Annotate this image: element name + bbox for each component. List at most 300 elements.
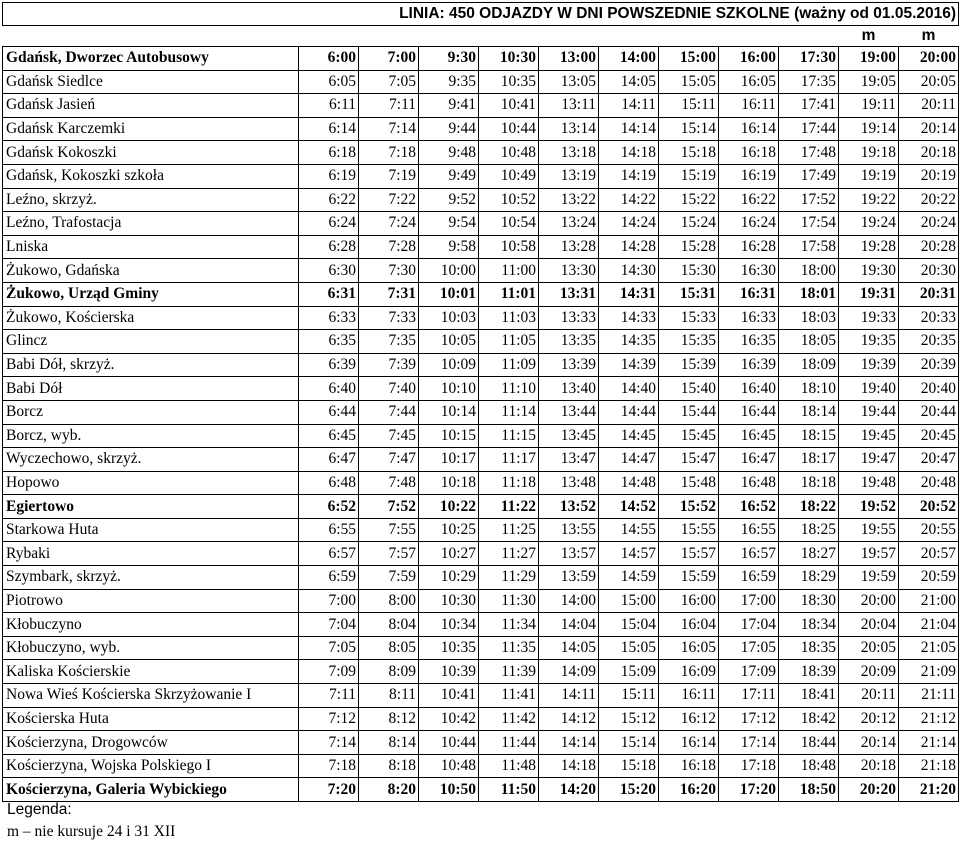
stop-name: Wyczechowo, skrzyż.	[3, 448, 299, 472]
stop-name: Borcz	[3, 400, 299, 424]
departure-time: 15:04	[599, 613, 659, 637]
departure-time: 8:00	[359, 589, 419, 613]
departure-time: 19:28	[839, 235, 899, 259]
departure-time: 14:19	[599, 164, 659, 188]
departure-time: 6:24	[299, 212, 359, 236]
departure-time: 16:48	[719, 471, 779, 495]
table-row	[3, 117, 959, 141]
departure-time: 17:00	[719, 589, 779, 613]
departure-time: 6:59	[299, 566, 359, 590]
departure-time: 13:24	[539, 212, 599, 236]
departure-time: 18:01	[779, 282, 839, 306]
departure-time: 13:28	[539, 235, 599, 259]
departure-time: 15:52	[659, 495, 719, 519]
departure-time: 15:30	[659, 259, 719, 283]
departure-time: 20:00	[839, 589, 899, 613]
departure-time: 16:44	[719, 400, 779, 424]
departure-time: 7:55	[359, 518, 419, 542]
departure-time: 10:30	[479, 47, 539, 71]
departure-time: 11:41	[479, 684, 539, 708]
departure-time: 20:05	[899, 70, 959, 94]
departure-time: 6:57	[299, 542, 359, 566]
departure-time: 15:35	[659, 330, 719, 354]
departure-time: 14:11	[599, 94, 659, 118]
stop-name: Szymbark, skrzyż.	[3, 566, 299, 590]
departure-time: 6:05	[299, 70, 359, 94]
departure-time: 6:22	[299, 188, 359, 212]
departure-time: 15:11	[599, 684, 659, 708]
departure-time: 19:59	[839, 566, 899, 590]
departure-time: 7:19	[359, 164, 419, 188]
departure-time: 16:31	[719, 282, 779, 306]
departure-time: 9:30	[419, 47, 479, 71]
departure-time: 20:14	[839, 731, 899, 755]
stop-name: Gdańsk Kokoszki	[3, 141, 299, 165]
stop-name: Piotrowo	[3, 589, 299, 613]
departure-time: 20:18	[839, 754, 899, 778]
departure-time: 10:48	[479, 141, 539, 165]
departure-time: 16:22	[719, 188, 779, 212]
departure-time: 7:05	[359, 70, 419, 94]
departure-time: 16:04	[659, 613, 719, 637]
departure-time: 8:20	[359, 778, 419, 802]
departure-time: 17:12	[719, 707, 779, 731]
table-row	[3, 636, 959, 660]
departure-time: 18:44	[779, 731, 839, 755]
departure-time: 18:05	[779, 330, 839, 354]
departure-time: 16:11	[659, 684, 719, 708]
departure-time: 6:30	[299, 259, 359, 283]
departure-time: 21:12	[899, 707, 959, 731]
column-mark	[719, 26, 779, 47]
departure-time: 18:15	[779, 424, 839, 448]
table-row	[3, 566, 959, 590]
departure-time: 13:40	[539, 377, 599, 401]
column-mark	[779, 26, 839, 47]
departure-time: 16:52	[719, 495, 779, 519]
stop-name: Gdańsk Jasień	[3, 94, 299, 118]
departure-time: 10:00	[419, 259, 479, 283]
departure-time: 15:44	[659, 400, 719, 424]
departure-time: 8:04	[359, 613, 419, 637]
departure-time: 18:42	[779, 707, 839, 731]
departure-time: 20:18	[899, 141, 959, 165]
departure-time: 17:05	[719, 636, 779, 660]
departure-time: 9:58	[419, 235, 479, 259]
stop-name: Gdańsk, Kokoszki szkoła	[3, 164, 299, 188]
departure-time: 14:22	[599, 188, 659, 212]
departure-time: 14:57	[599, 542, 659, 566]
departure-time: 16:45	[719, 424, 779, 448]
departure-time: 21:18	[899, 754, 959, 778]
departure-time: 21:20	[899, 778, 959, 802]
departure-time: 10:44	[419, 731, 479, 755]
departure-time: 19:35	[839, 330, 899, 354]
departure-time: 20:00	[899, 47, 959, 71]
departure-time: 13:48	[539, 471, 599, 495]
departure-time: 14:18	[539, 754, 599, 778]
departure-time: 7:18	[359, 141, 419, 165]
departure-time: 7:18	[299, 754, 359, 778]
table-row	[3, 188, 959, 212]
departure-time: 14:35	[599, 330, 659, 354]
departure-time: 10:17	[419, 448, 479, 472]
departure-time: 19:39	[839, 353, 899, 377]
departure-time: 20:11	[839, 684, 899, 708]
stop-name: Kościerzyna, Drogowców	[3, 731, 299, 755]
table-row	[3, 589, 959, 613]
departure-time: 15:48	[659, 471, 719, 495]
departure-time: 9:35	[419, 70, 479, 94]
stop-name: Egiertowo	[3, 495, 299, 519]
departure-time: 13:05	[539, 70, 599, 94]
timetable-body	[3, 3, 959, 802]
departure-time: 8:09	[359, 660, 419, 684]
departure-time: 7:45	[359, 424, 419, 448]
stop-name: Gdańsk Karczemki	[3, 117, 299, 141]
stop-name: Kłobuczyno, wyb.	[3, 636, 299, 660]
departure-time: 18:27	[779, 542, 839, 566]
departure-time: 15:59	[659, 566, 719, 590]
departure-time: 20:31	[899, 282, 959, 306]
departure-time: 17:44	[779, 117, 839, 141]
stop-name: Kłobuczyno	[3, 613, 299, 637]
departure-time: 16:39	[719, 353, 779, 377]
departure-time: 11:00	[479, 259, 539, 283]
departure-time: 10:10	[419, 377, 479, 401]
departure-time: 13:59	[539, 566, 599, 590]
departure-time: 7:11	[359, 94, 419, 118]
departure-time: 16:57	[719, 542, 779, 566]
departure-time: 11:22	[479, 495, 539, 519]
departure-time: 14:40	[599, 377, 659, 401]
departure-time: 14:11	[539, 684, 599, 708]
departure-time: 6:55	[299, 518, 359, 542]
column-mark	[419, 26, 479, 47]
departure-time: 20:52	[899, 495, 959, 519]
departure-time: 16:19	[719, 164, 779, 188]
departure-time: 7:14	[359, 117, 419, 141]
departure-time: 15:18	[659, 141, 719, 165]
departure-time: 10:05	[419, 330, 479, 354]
departure-time: 16:05	[659, 636, 719, 660]
departure-time: 14:05	[599, 70, 659, 94]
departure-time: 15:05	[599, 636, 659, 660]
departure-time: 20:59	[899, 566, 959, 590]
departure-time: 15:14	[659, 117, 719, 141]
departure-time: 21:05	[899, 636, 959, 660]
table-row	[3, 542, 959, 566]
departure-time: 15:12	[599, 707, 659, 731]
departure-time: 10:09	[419, 353, 479, 377]
departure-time: 20:12	[839, 707, 899, 731]
departure-time: 15:55	[659, 518, 719, 542]
departure-time: 16:00	[719, 47, 779, 71]
table-row	[3, 141, 959, 165]
column-mark	[659, 26, 719, 47]
departure-time: 16:18	[719, 141, 779, 165]
column-mark	[359, 26, 419, 47]
departure-time: 13:00	[539, 47, 599, 71]
departure-time: 11:50	[479, 778, 539, 802]
departure-time: 20:55	[899, 518, 959, 542]
departure-time: 20:14	[899, 117, 959, 141]
departure-time: 20:24	[899, 212, 959, 236]
stop-name: Rybaki	[3, 542, 299, 566]
departure-time: 13:14	[539, 117, 599, 141]
table-row	[3, 518, 959, 542]
departure-time: 19:30	[839, 259, 899, 283]
departure-time: 11:25	[479, 518, 539, 542]
departure-time: 19:44	[839, 400, 899, 424]
departure-time: 11:05	[479, 330, 539, 354]
stop-name: Borcz, wyb.	[3, 424, 299, 448]
departure-time: 13:47	[539, 448, 599, 472]
departure-time: 13:52	[539, 495, 599, 519]
departure-time: 14:00	[539, 589, 599, 613]
departure-time: 7:00	[299, 589, 359, 613]
departure-time: 18:30	[779, 589, 839, 613]
departure-time: 20:19	[899, 164, 959, 188]
departure-time: 14:33	[599, 306, 659, 330]
departure-time: 14:31	[599, 282, 659, 306]
departure-time: 20:35	[899, 330, 959, 354]
table-row	[3, 684, 959, 708]
departure-time: 7:59	[359, 566, 419, 590]
table-row	[3, 400, 959, 424]
departure-time: 9:44	[419, 117, 479, 141]
stop-name: Żukowo, Gdańska	[3, 259, 299, 283]
departure-time: 11:14	[479, 400, 539, 424]
table-row	[3, 306, 959, 330]
departure-time: 10:49	[479, 164, 539, 188]
table-row	[3, 778, 959, 802]
departure-time: 8:05	[359, 636, 419, 660]
departure-time: 15:24	[659, 212, 719, 236]
departure-time: 10:29	[419, 566, 479, 590]
departure-time: 10:25	[419, 518, 479, 542]
departure-time: 18:22	[779, 495, 839, 519]
column-mark	[599, 26, 659, 47]
departure-time: 20:09	[839, 660, 899, 684]
departure-time: 6:28	[299, 235, 359, 259]
departure-time: 19:18	[839, 141, 899, 165]
departure-time: 21:00	[899, 589, 959, 613]
departure-time: 15:00	[599, 589, 659, 613]
departure-time: 15:47	[659, 448, 719, 472]
departure-time: 10:44	[479, 117, 539, 141]
table-row	[3, 377, 959, 401]
departure-time: 15:11	[659, 94, 719, 118]
column-mark: m	[921, 27, 936, 44]
departure-time: 21:04	[899, 613, 959, 637]
departure-time: 20:44	[899, 400, 959, 424]
departure-time: 16:28	[719, 235, 779, 259]
departure-time: 14:48	[599, 471, 659, 495]
departure-time: 10:01	[419, 282, 479, 306]
table-row	[3, 471, 959, 495]
departure-time: 16:20	[659, 778, 719, 802]
departure-time: 19:19	[839, 164, 899, 188]
departure-time: 16:05	[719, 70, 779, 94]
table-row	[3, 754, 959, 778]
departure-time: 15:31	[659, 282, 719, 306]
column-mark	[539, 26, 599, 47]
departure-time: 14:44	[599, 400, 659, 424]
departure-time: 20:33	[899, 306, 959, 330]
departure-time: 15:39	[659, 353, 719, 377]
departure-time: 10:42	[419, 707, 479, 731]
departure-time: 6:44	[299, 400, 359, 424]
departure-time: 17:58	[779, 235, 839, 259]
departure-time: 13:35	[539, 330, 599, 354]
departure-time: 10:41	[419, 684, 479, 708]
departure-time: 19:47	[839, 448, 899, 472]
departure-time: 11:35	[479, 636, 539, 660]
table-row	[3, 47, 959, 71]
departure-time: 13:33	[539, 306, 599, 330]
departure-time: 6:19	[299, 164, 359, 188]
departure-time: 17:20	[719, 778, 779, 802]
stop-name: Kościerzyna, Galeria Wybickiego	[3, 778, 299, 802]
departure-time: 15:40	[659, 377, 719, 401]
stop-name: Gdańsk, Dworzec Autobusowy	[3, 47, 299, 71]
column-marks-row	[3, 26, 959, 47]
departure-time: 19:45	[839, 424, 899, 448]
departure-time: 19:05	[839, 70, 899, 94]
departure-time: 13:55	[539, 518, 599, 542]
departure-time: 19:48	[839, 471, 899, 495]
departure-time: 19:33	[839, 306, 899, 330]
departure-time: 7:44	[359, 400, 419, 424]
departure-time: 17:11	[719, 684, 779, 708]
departure-time: 7:05	[299, 636, 359, 660]
departure-time: 9:49	[419, 164, 479, 188]
departure-time: 13:30	[539, 259, 599, 283]
departure-time: 13:39	[539, 353, 599, 377]
departure-time: 18:03	[779, 306, 839, 330]
stop-name: Leźno, skrzyż.	[3, 188, 299, 212]
departure-time: 21:14	[899, 731, 959, 755]
departure-time: 7:11	[299, 684, 359, 708]
departure-time: 21:11	[899, 684, 959, 708]
table-row	[3, 731, 959, 755]
departure-time: 16:14	[659, 731, 719, 755]
stop-name: Lniska	[3, 235, 299, 259]
departure-time: 14:55	[599, 518, 659, 542]
stop-name: Hopowo	[3, 471, 299, 495]
table-row	[3, 613, 959, 637]
table-row	[3, 212, 959, 236]
table-row	[3, 164, 959, 188]
departure-time: 9:48	[419, 141, 479, 165]
departure-time: 19:14	[839, 117, 899, 141]
departure-time: 17:30	[779, 47, 839, 71]
departure-time: 19:57	[839, 542, 899, 566]
departure-time: 7:31	[359, 282, 419, 306]
departure-time: 14:00	[599, 47, 659, 71]
departure-time: 10:03	[419, 306, 479, 330]
departure-time: 10:34	[419, 613, 479, 637]
departure-time: 17:04	[719, 613, 779, 637]
departure-time: 11:15	[479, 424, 539, 448]
departure-time: 10:54	[479, 212, 539, 236]
departure-time: 7:33	[359, 306, 419, 330]
departure-time: 19:55	[839, 518, 899, 542]
departure-time: 7:22	[359, 188, 419, 212]
departure-time: 6:52	[299, 495, 359, 519]
departure-time: 13:45	[539, 424, 599, 448]
departure-time: 7:14	[299, 731, 359, 755]
departure-time: 16:40	[719, 377, 779, 401]
departure-time: 7:20	[299, 778, 359, 802]
departure-time: 14:20	[539, 778, 599, 802]
stop-name: Nowa Wieś Kościerska Skrzyżowanie I	[3, 684, 299, 708]
departure-time: 16:09	[659, 660, 719, 684]
table-row	[3, 259, 959, 283]
timetable-title: LINIA: 450 ODJAZDY W DNI POWSZEDNIE SZKOLNE (ważny od 01.05.2016)	[3, 3, 959, 26]
departure-time: 21:09	[899, 660, 959, 684]
departure-time: 17:41	[779, 94, 839, 118]
departure-time: 7:39	[359, 353, 419, 377]
departure-time: 15:05	[659, 70, 719, 94]
departure-time: 13:19	[539, 164, 599, 188]
table-row	[3, 707, 959, 731]
departure-time: 10:30	[419, 589, 479, 613]
departure-time: 14:09	[539, 660, 599, 684]
departure-time: 19:52	[839, 495, 899, 519]
departure-time: 10:27	[419, 542, 479, 566]
legend-heading: Legenda:	[7, 801, 72, 818]
departure-time: 20:22	[899, 188, 959, 212]
departure-time: 15:20	[599, 778, 659, 802]
departure-time: 18:18	[779, 471, 839, 495]
departure-time: 10:18	[419, 471, 479, 495]
departure-time: 18:10	[779, 377, 839, 401]
departure-time: 7:52	[359, 495, 419, 519]
departure-time: 15:19	[659, 164, 719, 188]
column-mark	[299, 26, 359, 47]
departure-time: 7:12	[299, 707, 359, 731]
departure-time: 6:47	[299, 448, 359, 472]
departure-time: 19:11	[839, 94, 899, 118]
departure-time: 6:11	[299, 94, 359, 118]
departure-time: 6:18	[299, 141, 359, 165]
departure-time: 11:10	[479, 377, 539, 401]
departure-time: 7:40	[359, 377, 419, 401]
column-mark: m	[861, 27, 876, 44]
departure-time: 16:30	[719, 259, 779, 283]
departure-time: 7:00	[359, 47, 419, 71]
departure-time: 8:12	[359, 707, 419, 731]
table-row	[3, 424, 959, 448]
departure-time: 11:01	[479, 282, 539, 306]
departure-time: 16:33	[719, 306, 779, 330]
departure-time: 18:39	[779, 660, 839, 684]
departure-time: 11:48	[479, 754, 539, 778]
departure-time: 20:20	[839, 778, 899, 802]
departure-time: 20:11	[899, 94, 959, 118]
departure-time: 6:31	[299, 282, 359, 306]
departure-time: 20:45	[899, 424, 959, 448]
departure-time: 17:14	[719, 731, 779, 755]
departure-time: 6:40	[299, 377, 359, 401]
departure-time: 16:59	[719, 566, 779, 590]
departure-time: 6:33	[299, 306, 359, 330]
departure-time: 19:22	[839, 188, 899, 212]
departure-time: 11:30	[479, 589, 539, 613]
departure-time: 18:29	[779, 566, 839, 590]
